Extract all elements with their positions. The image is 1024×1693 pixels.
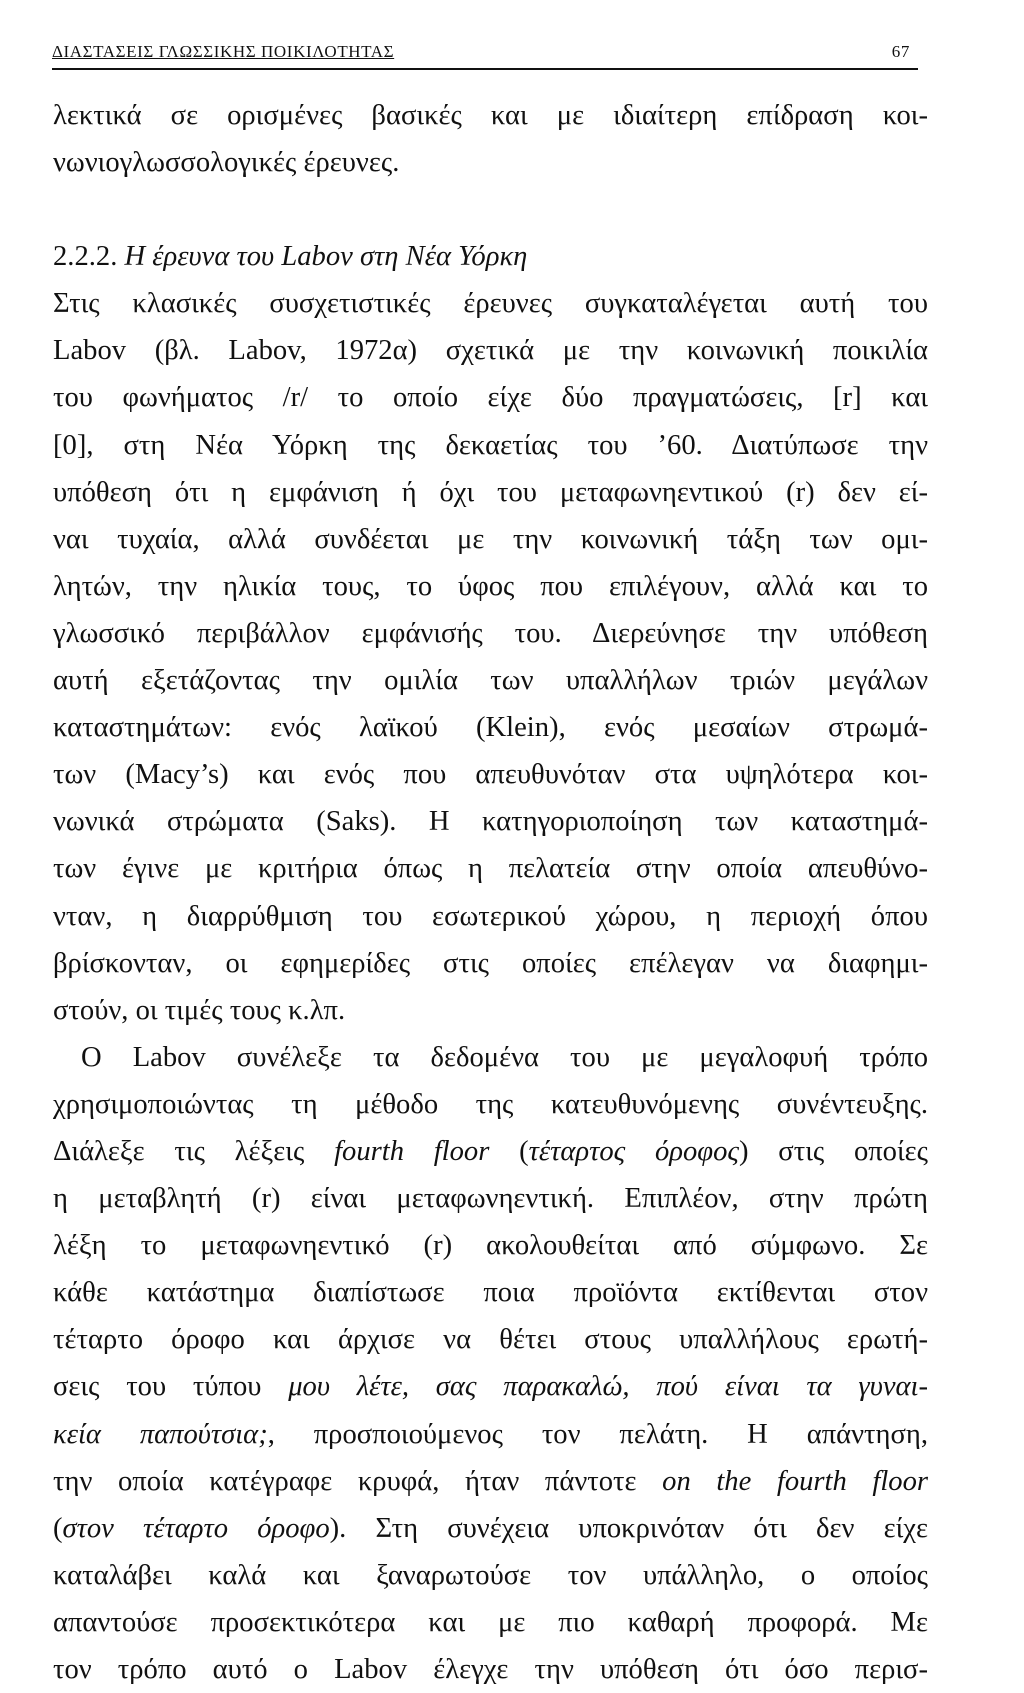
text-segment: 2.2.2. [53,241,125,273]
text-segment: απαντούσε προσεκτικότερα και με πιο καθαρή προφορά. Με [53,1606,928,1638]
text-line [53,1411,928,1458]
text-line [53,751,928,798]
text-segment: υπόθεση ότι η εμφάνιση ή όχι του μεταφωνηεντικού (r) δεν εί- [53,476,928,508]
italic-text: fourth floor [334,1135,490,1167]
text-segment: λέξη το μεταφωνηεντικό (r) ακολουθείται από σύμφωνο. Σε [53,1230,928,1262]
text-line [53,563,928,610]
text-segment: ναι τυχαία, αλλά συνδέεται με την κοινωνική τάξη των ομι- [53,523,928,555]
text-line [53,1222,928,1269]
text-line [53,987,928,1034]
text-line [53,1552,928,1599]
text-segment: βρίσκονταν, οι εφημερίδες στις οποίες επέλεγαν να διαφημι- [53,947,928,979]
text-segment: ( [489,1135,529,1167]
text-segment: των έγινε με κριτήρια όπως η πελατεία στην οποία απευθύνο- [53,853,928,885]
text-segment: των (Macy’s) και ενός που απευθυνόταν στα υψηλότερα κοι- [53,759,928,791]
text-line [53,422,928,469]
text-line [53,469,928,516]
text-segment: ). Στη συνέχεια υποκρινόταν ότι δεν είχε [329,1512,928,1544]
text-segment: η μεταβλητή (r) είναι μεταφωνηεντική. Επιπλέον, στην πρώτη [53,1183,928,1215]
italic-text: on the fourth floor [662,1465,928,1497]
text-line [53,1316,928,1363]
italic-text: μου λέτε, σας παρακαλώ, πού είναι τα γυναι- [288,1371,928,1403]
text-segment: κάθε κατάστημα διαπίστωσε ποια προϊόντα εκτίθενται στον [53,1277,928,1309]
text-line [53,92,928,139]
running-header [52,38,918,70]
body-text [53,92,928,1693]
text-line [53,657,928,704]
italic-text: κεία παπούτσια; [53,1418,268,1450]
text-line [53,1363,928,1410]
text-segment: καταλάβει καλά και ξαναρωτούσε τον υπάλληλο, ο οποίος [53,1559,928,1591]
text-segment: αυτή εξετάζοντας την ομιλία των υπαλλήλων τριών μεγάλων [53,665,928,697]
text-line [53,1128,928,1175]
text-segment: την οποία κατέγραφε κρυφά, ήταν πάντοτε [53,1465,663,1497]
text-segment: τέταρτο όροφο και άρχισε να θέτει στους υπαλλήλους ερωτή- [53,1324,928,1356]
text-segment: στούν, οι τιμές τους κ.λπ. [53,994,346,1026]
text-line [53,1505,928,1552]
text-line [53,1646,928,1693]
italic-text: Η έρευνα του Labov στη Νέα Υόρκη [124,241,528,273]
running-title: ΔΙΑΣΤΑΣΕΙΣ ΓΛΩΣΣΙΚΗΣ ΠΟΙΚΙΛΟΤΗΤΑΣ [52,42,395,61]
text-segment: καταστημάτων: ενός λαϊκού (Klein), ενός μεσαίων στρωμά- [53,712,928,744]
text-segment: ) στις οποίες [739,1135,929,1167]
text-segment: Ο Labov συνέλεξε τα δεδομένα του με μεγαλοφυή τρόπο [81,1041,928,1073]
text-segment: Στις κλασικές συσχετιστικές έρευνες συγκαταλέγεται αυτή του [53,288,928,320]
text-line [53,893,928,940]
text-line [53,374,928,421]
italic-text: τέταρτος όροφος [528,1135,740,1167]
text-line [53,798,928,845]
text-segment: γλωσσικό περιβάλλον εμφάνισής του. Διερεύνησε την υπόθεση [53,617,928,649]
text-line [53,1081,928,1128]
text-segment: του φωνήματος /r/ το οποίο είχε δύο πραγματώσεις, [r] και [53,382,928,414]
text-segment: λεκτικά σε ορισμένες βασικές και με ιδιαίτερη επίδραση κοι- [53,100,928,131]
text-line [53,845,928,892]
text-segment: λητών, την ηλικία τους, το ύφος που επιλέγουν, αλλά και το [53,570,928,602]
text-line [53,1599,928,1646]
text-segment: χρησιμοποιώντας τη μέθοδο της κατευθυνόμενης συνέντευξης. [53,1088,928,1120]
text-segment: , προσποιούμενος τον πελάτη. Η απάντηση, [267,1418,928,1450]
text-segment: νωνιογλωσσολογικές έρευνες. [53,147,400,179]
text-line [53,704,928,751]
text-line [53,1269,928,1316]
section-heading [53,233,928,280]
text-line [53,327,928,374]
text-line [53,1458,928,1505]
text-segment: Διάλεξε τις λέξεις [53,1135,335,1167]
text-segment: ( [53,1512,63,1544]
text-segment: νταν, η διαρρύθμιση του εσωτερικού χώρου, η περιοχή όπου [53,900,928,932]
text-segment: νωνικά στρώματα (Saks). Η κατηγοριοποίηση των καταστημά- [53,806,928,838]
text-line [53,940,928,987]
text-segment: [0], στη Νέα Υόρκη της δεκαετίας του ’60. Διατύπωσε την [53,429,928,461]
text-line [53,1175,928,1222]
italic-text: στον τέταρτο όροφο [62,1512,330,1544]
text-segment: σεις του τύπου [53,1371,289,1403]
text-line [53,516,928,563]
text-line [53,610,928,657]
page-number: 67 [891,42,910,61]
text-line [53,1034,928,1081]
text-line [53,139,928,186]
text-segment: τον τρόπο αυτό ο Labov έλεγχε την υπόθεση ότι όσο περισ- [53,1654,928,1685]
text-segment: Labov (βλ. Labov, 1972α) σχετικά με την κοινωνική ποικιλία [53,335,928,367]
text-line [53,280,928,327]
